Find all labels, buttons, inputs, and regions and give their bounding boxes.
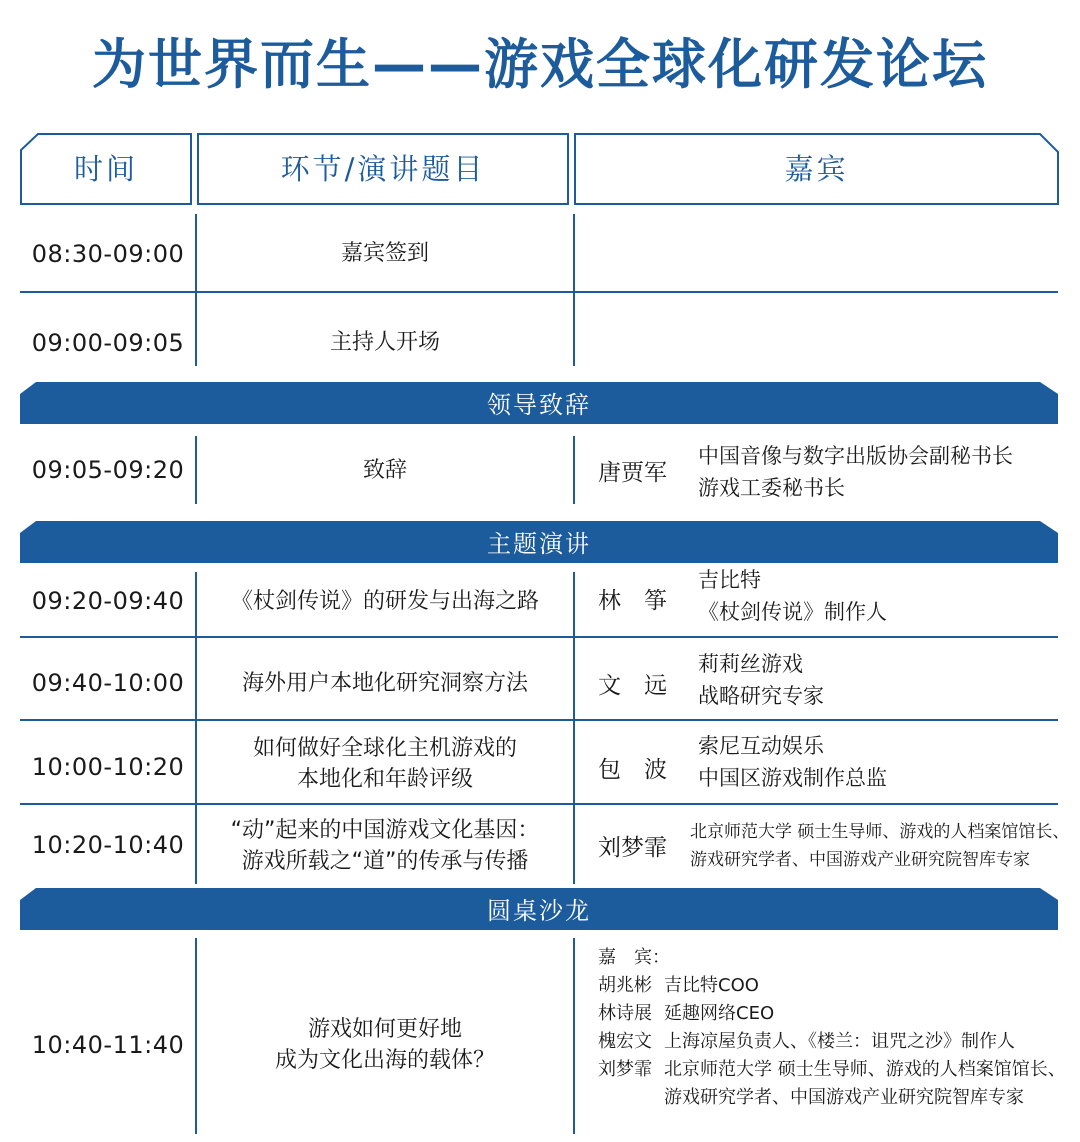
section-title-leader: 领导致辞 bbox=[487, 391, 591, 419]
topic-line: 游戏所载之“道”的传承与传播 bbox=[241, 849, 529, 874]
row-topic bbox=[196, 732, 574, 796]
guest-line bbox=[598, 972, 1066, 1000]
affiliation-line: 北京师范大学 硕士生导师、游戏的人档案馆馆长、 bbox=[690, 822, 1070, 842]
page-title: 为世界而生——游戏全球化研发论坛 bbox=[92, 33, 988, 96]
row-time: 08:30-09:00 bbox=[31, 239, 185, 268]
guest-name: 槐宏文 bbox=[598, 1031, 652, 1052]
guest-affiliation: 延趣网络CEO bbox=[664, 1003, 775, 1024]
row-divider bbox=[20, 636, 1058, 638]
header-time: 时间 bbox=[73, 152, 138, 186]
roundtable-guests bbox=[598, 944, 1066, 1112]
row-time: 09:05-09:20 bbox=[31, 456, 185, 484]
affiliation-line: 吉比特 bbox=[698, 568, 761, 592]
section-title-roundtable: 圆桌沙龙 bbox=[487, 897, 591, 925]
affiliation-line: 战略研究专家 bbox=[698, 684, 824, 708]
row-topic bbox=[196, 648, 574, 718]
guests-label: 嘉 宾： bbox=[598, 947, 670, 968]
guest-name: 刘梦霏 bbox=[598, 1059, 652, 1080]
affiliation-line: 游戏工委秘书长 bbox=[698, 476, 845, 500]
speaker-name: 林 筝 bbox=[598, 587, 667, 614]
guest-line bbox=[598, 1084, 1066, 1112]
topic-line: 《杖剑传说》的研发与出海之路 bbox=[230, 588, 539, 614]
row-time: 10:00-10:20 bbox=[31, 753, 185, 781]
speaker-affiliation bbox=[698, 440, 1013, 504]
speaker-name: 刘梦霏 bbox=[598, 834, 667, 861]
speaker-affiliation bbox=[698, 648, 824, 712]
row-topic: 主持人开场 bbox=[329, 330, 440, 355]
affiliation-line: 索尼互动娱乐 bbox=[698, 734, 824, 758]
row-time: 09:20-09:40 bbox=[31, 587, 185, 615]
topic-line: 游戏如何更好地 bbox=[307, 1017, 462, 1042]
row-time: 10:20-10:40 bbox=[31, 831, 185, 859]
row-time: 10:40-11:40 bbox=[31, 1031, 185, 1059]
guest-affiliation: 吉比特COO bbox=[664, 975, 759, 996]
affiliation-line: 莉莉丝游戏 bbox=[698, 652, 803, 676]
topic-line: 海外用户本地化研究洞察方法 bbox=[241, 670, 528, 696]
row-topic bbox=[196, 566, 574, 636]
row-time: 09:00-09:05 bbox=[31, 328, 185, 357]
affiliation-line: 游戏研究学者、中国游戏产业研究院智库专家 bbox=[690, 850, 1030, 870]
guest-line bbox=[598, 1000, 1066, 1028]
speaker-affiliation bbox=[698, 564, 887, 628]
row-divider bbox=[20, 719, 1058, 721]
topic-line: 成为文化出海的载体？ bbox=[274, 1048, 495, 1073]
row-divider bbox=[20, 803, 1058, 805]
speaker-name: 文 远 bbox=[598, 672, 667, 699]
header-topic: 环节/演讲题目 bbox=[280, 152, 486, 186]
row-topic bbox=[196, 1010, 574, 1080]
guest-name: 胡兆彬 bbox=[598, 975, 652, 996]
guest-affiliation: 游戏研究学者、中国游戏产业研究院智库专家 bbox=[664, 1087, 1024, 1108]
affiliation-line: 《杖剑传说》制作人 bbox=[698, 600, 887, 624]
topic-line: 如何做好全球化主机游戏的 bbox=[252, 736, 517, 761]
speaker-name: 包 波 bbox=[598, 756, 667, 783]
row-topic bbox=[196, 814, 574, 878]
guest-affiliation: 北京师范大学 硕士生导师、游戏的人档案馆馆长、 bbox=[664, 1059, 1066, 1080]
row-divider bbox=[20, 291, 1058, 293]
row-topic: 致辞 bbox=[362, 457, 407, 483]
speaker-affiliation bbox=[690, 816, 1069, 876]
guest-affiliation: 上海凉屋负责人、《楼兰：诅咒之沙》制作人 bbox=[664, 1031, 1015, 1052]
section-title-keynote: 主题演讲 bbox=[487, 530, 591, 558]
guest-name: 林诗展 bbox=[598, 1003, 652, 1024]
topic-line: “动”起来的中国游戏文化基因： bbox=[230, 818, 540, 843]
guest-line bbox=[598, 1056, 1066, 1084]
speaker-name: 唐贾军 bbox=[598, 459, 667, 486]
topic-line: 本地化和年龄评级 bbox=[296, 767, 473, 792]
row-topic: 嘉宾签到 bbox=[340, 241, 429, 266]
header-guest: 嘉宾 bbox=[784, 152, 849, 186]
affiliation-line: 中国音像与数字出版协会副秘书长 bbox=[698, 444, 1013, 468]
row-time: 09:40-10:00 bbox=[31, 669, 185, 697]
speaker-affiliation bbox=[698, 730, 887, 794]
guest-line bbox=[598, 1028, 1066, 1056]
affiliation-line: 中国区游戏制作总监 bbox=[698, 766, 887, 790]
